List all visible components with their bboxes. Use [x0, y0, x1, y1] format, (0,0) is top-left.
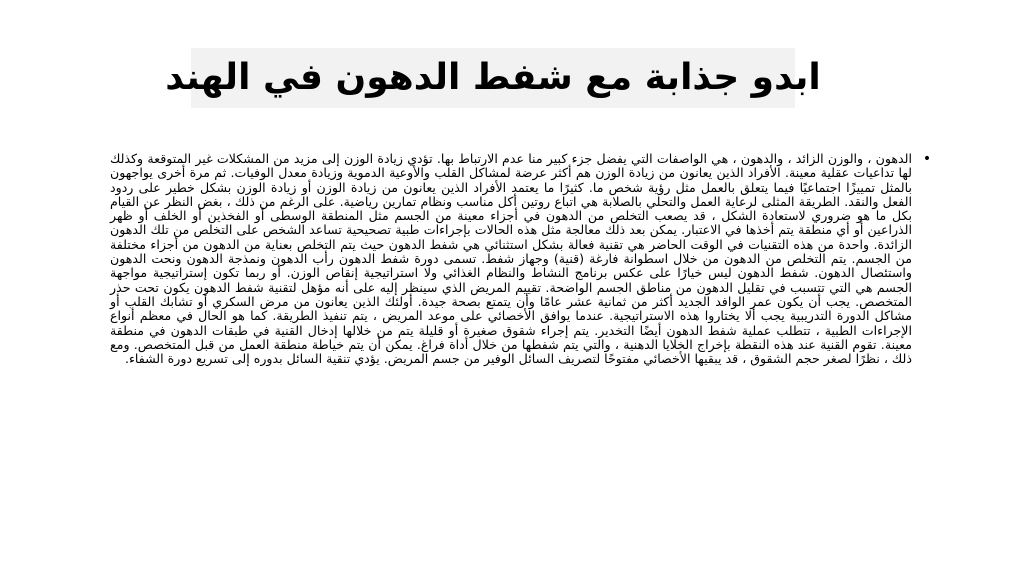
slide-title: ابدو جذابة مع شفط الدهون في الهند	[165, 57, 821, 98]
body-text-block	[94, 152, 934, 512]
body-paragraph: الدهون ، والوزن الزائد ، والدهون ، هي الواصفات التي يفضل جزء كبير منا عدم الارتباط بها. تؤدي زيادة الوزن إلى مزيد من المشكلات غير المتوقعة وكذلك لها تداعيات عقلية معينة. الأفراد الذين يعانون من زيادة الوزن هم أكثر عرضة لمشاكل القلب والأوعية الدموية وزيادة معدل الوفيات. ثم مرة أخرى يواجهون بالمثل تمييزًا اجتماعيًا فيما يتعلق بالعمل مثل رؤية شخص ما. كثيرًا ما يعتمد الأفراد الذين يعانون من زيادة الوزن أو زيادة الوزن بشكل خطير على ردود الفعل والنقد. الطريقة المثلى لرعاية العمل والتحلي بالصلابة هي اتباع روتين أكل مناسب ونظام تمارين رياضية. على الرغم من ذلك ، بغض النظر عن القيام بكل ما هو ضروري لاستعادة الشكل ، قد يصعب التخلص من الدهون في أجزاء معينة من الجسم مثل المنطقة الوسطى أو الفخذين أو الخلف أو ظهر الذراعين أو أي منطقة يتم أخذها في الاعتبار. يمكن بعد ذلك معالجة مثل هذه الحالات بإجراءات طبية تصحيحية تساعد الشخص على التخلص من تلك الدهون الزائدة. واحدة من هذه التقنيات في الوقت الحاضر هي تقنية فعالة بشكل استثنائي هي شفط الدهون حيث يتم التخلص بعناية من الدهون من أجزاء مختلفة من الجسم. يتم التخلص من الدهون من خلال اسطوانة فارغة (قنية) وجهاز شفط. تسمى دورة شفط الدهون رأب الدهون ونمذجة الدهون ونحت الدهون واستئصال الدهون. شفط الدهون ليس خيارًا على عكس برنامج النشاط والنظام الغذائي ولا استراتيجية إنقاص الوزن. أو ربما تكون إستراتيجية مواجهة الجسم هي التي تتسبب في تقليل الدهون من مناطق الجسم الواضحة. تقييم المريض الذي سينظر إليه على أنه مؤهل لتقنية شفط الدهون يكون تحت حذر المتخصص. يجب أن يكون عمر الوافد الجديد أكثر من ثمانية عشر عامًا وأن يتمتع بصحة جيدة. أولئك الذين يعانون من مرض السكري أو تشابك القلب أو مشاكل الدورة التدريبية يجب ألا يختاروا هذه الاستراتيجية. عندما يوافق الأخصائي على موعد المريض ، يتم تنفيذ الطريقة. كما هو الحال في معظم أنواع الإجراءات الطبية ، تتطلب عملية شفط الدهون أيضًا التخدير. يتم إجراء شقوق صغيرة أو قليلة يتم من خلالها إدخال القنية في طبقات الدهون في منطقة معينة. تقوم القنية عند هذه النقطة بإخراج الخلايا الدهنية ، والتي يتم شفطها من خلال أداة فراغ. يمكن أن يتم خياطة منطقة العمل من قبل المتخصص. ومع ذلك ، نظرًا لصغر حجم الشقوق ، قد يبقيها الأخصائي مفتوحًا لتصريف السائل الوفير من جسم المريض. يؤدي تنقية السائل بدوره إلى تسريع دورة الشفاء.	[110, 152, 912, 367]
title-box	[165, 48, 821, 108]
bullet-icon: •	[922, 152, 932, 167]
